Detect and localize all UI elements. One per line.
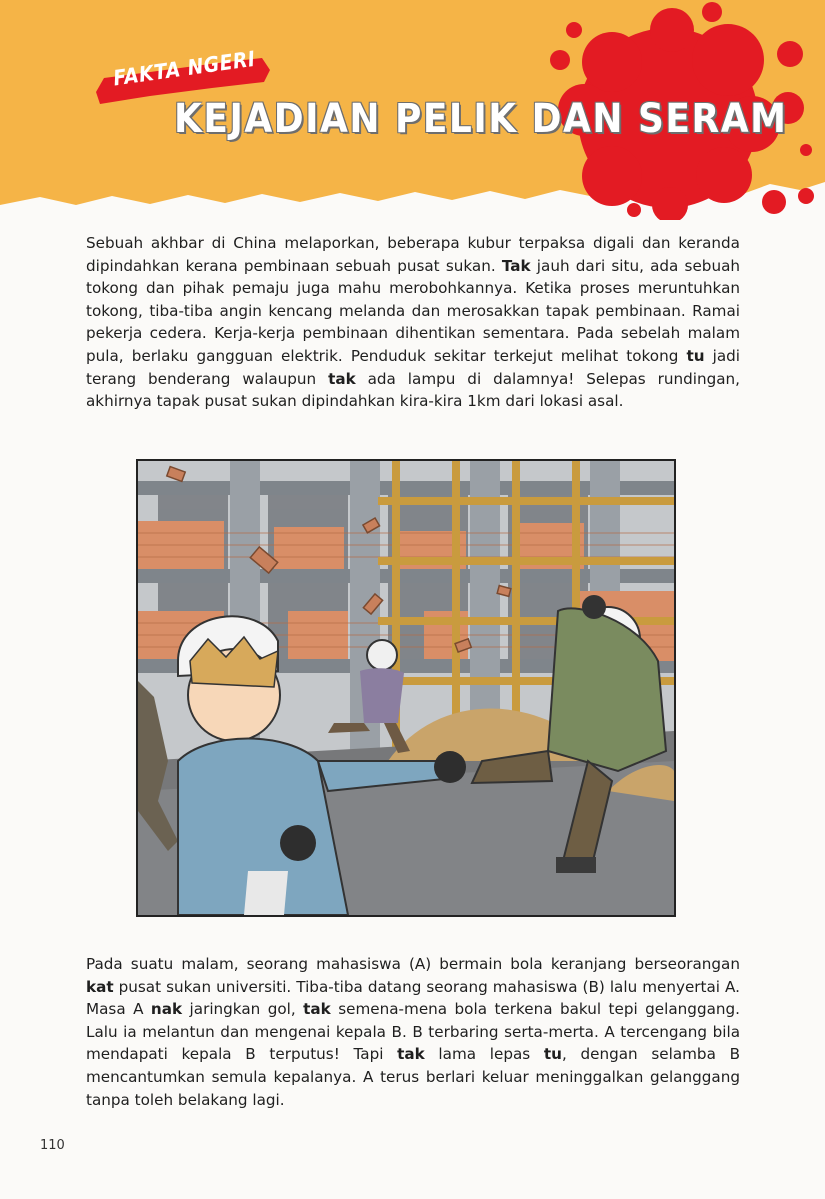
text-run: jauh dari situ, ada sebuah tokong dan pihak pemaju juga mahu merobohkannya. Ketika proses meruntuhkan tokong, tiba-tiba angin kencang melanda dan merosakkan tapak pembinaan. Ramai pekerja cedera. Kerja-kerja pembinaan dihentikan sementara. Pada sebelah malam pula, berlaku gangguan elektrik. Penduduk sekitar terkejut melihat tokong [86,256,740,365]
text-run-bold: tak [397,1045,425,1064]
page-title: KEJADIAN PELIK DAN SERAM [174,96,788,142]
construction-site-scene [138,461,674,915]
text-run: jaringkan gol, [182,1000,304,1019]
comic-illustration [136,459,676,917]
page-header [0,0,825,220]
paragraph-2 [86,953,740,1111]
text-run: jadi terang benderang walaupun [86,346,740,388]
text-run-bold: kat [86,977,114,996]
text-run-bold: tu [686,346,705,365]
text-run: Pada suatu malam, seorang mahasiswa (A) bermain bola keranjang berseorangan [86,955,740,973]
text-run-bold: nak [150,1000,183,1019]
text-run: lama lepas [424,1045,544,1064]
header-label-text: FAKTA NGERI [111,46,257,91]
text-run-bold: Tak [501,256,531,275]
text-run: ada lampu di dalamnya! Selepas rundingan, akhirnya tapak pusat sukan dipindahkan kira-kira 1km dari lokasi asal. [86,369,740,411]
page-number: 110 [40,1138,65,1153]
text-run-bold: tak [328,369,356,388]
text-run: semena-mena bola terkena bakul tepi gelanggang. Lalu ia melantun dan mengenai kepala B. B terbaring serta-merta. A tercengang bila mendapati kepala B terputus! Tapi [86,1000,740,1064]
text-run-bold: tu [543,1045,562,1064]
paragraph-1 [86,232,740,413]
text-run: , dengan selamba B mencantumkan semula kepalanya. A terus berlari keluar meninggalkan gelanggang tanpa toleh belakang lagi. [86,1045,740,1109]
text-run-bold: tak [303,1000,331,1019]
text-run: Sebuah akhbar di China melaporkan, beberapa kubur terpaksa digali dan keranda dipindahkan kerana pembinaan sebuah pusat sukan. [86,234,740,275]
text-run: pusat sukan universiti. Tiba-tiba datang seorang mahasiswa (B) lalu menyertai A. Masa A [86,977,740,1019]
